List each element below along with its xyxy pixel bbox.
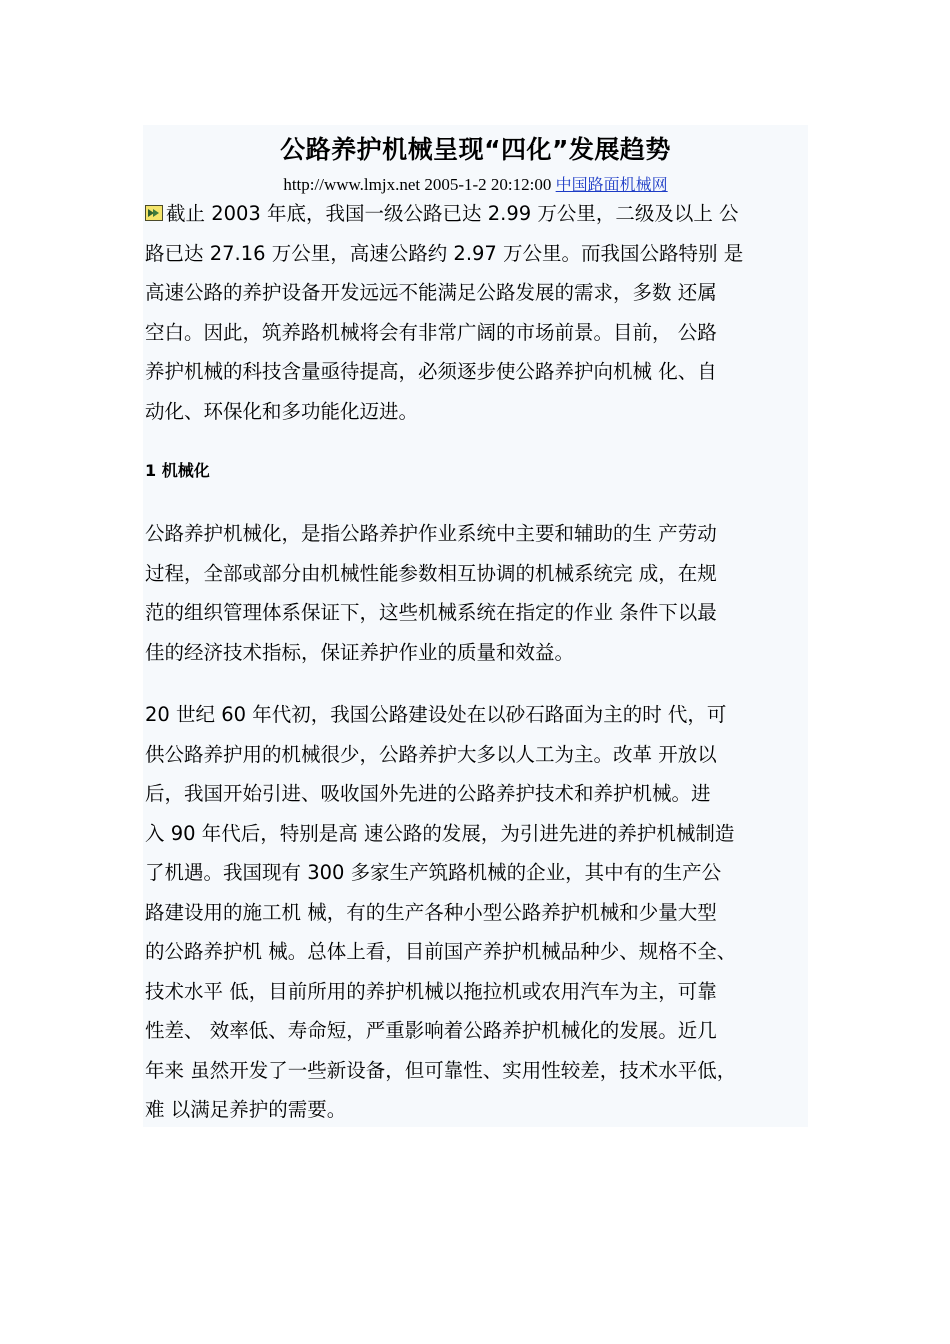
- intro-line-1: 截止 2003 年底，我国一级公路已达 2.99 万公里，二级及以上 公: [145, 194, 810, 234]
- para1-line-1: 公路养护机械化，是指公路养护作业系统中主要和辅助的生 产劳动: [145, 522, 717, 545]
- para2-line-5: 了机遇。我国现有 300 多家生产筑路机械的企业，其中有的生产公: [145, 861, 722, 884]
- para2-line-7: 的公路养护机 械。总体上看，目前国产养护机械品种少、规格不全、: [145, 940, 737, 963]
- para2-line-9: 性差、 效率低、寿命短，严重影响着公路养护机械化的发展。近几: [145, 1019, 717, 1042]
- para1-line-2: 过程，全部或部分由机械性能参数相互协调的机械系统完 成，在规: [145, 561, 717, 585]
- mechanization-paragraph-2: [145, 695, 810, 1130]
- para2-line-8: 技术水平 低，目前所用的养护机械以拖拉机或农用汽车为主，可靠: [145, 979, 717, 1003]
- intro-line-2: 路已达 27.16 万公里，高速公路约 2.97 万公里。而我国公路特别 是: [145, 241, 744, 265]
- intro-line-3: 高速公路的养护设备开发远远不能满足公路发展的需求，多数 还属: [145, 281, 717, 304]
- intro-line-6: 动化、环保化和多功能化迈进。: [145, 399, 419, 423]
- article-container: [143, 125, 808, 1127]
- arrow-bullet-icon: [145, 205, 163, 221]
- article-meta: [143, 174, 808, 196]
- intro-paragraph: [145, 194, 810, 431]
- article-title: 公路养护机械呈现“四化”发展趋势: [280, 135, 671, 164]
- intro-line-4: 空白。因此，筑养路机械将会有非常广阔的市场前景。目前， 公路: [145, 320, 717, 344]
- mechanization-paragraph-1: [145, 514, 810, 672]
- para2-line-1: 20 世纪 60 年代初，我国公路建设处在以砂石路面为主的时 代，可: [145, 703, 727, 726]
- para1-line-4: 佳的经济技术指标，保证养护作业的质量和效益。: [145, 640, 575, 664]
- para2-line-4: 入 90 年代后，特别是高 速公路的发展，为引进先进的养护机械制造: [145, 821, 735, 845]
- para1-line-3: 范的组织管理体系保证下，这些机械系统在指定的作业 条件下以最: [145, 601, 717, 624]
- publish-datetime: 2005-1-2 20:12:00: [424, 175, 552, 194]
- intro-line-5: 养护机械的科技含量亟待提高，必须逐步使公路养护向机械 化、自: [145, 360, 717, 383]
- site-link[interactable]: 中国路面机械网: [555, 175, 668, 194]
- para2-line-2: 供公路养护用的机械很少，公路养护大多以人工为主。改革 开放以: [145, 742, 717, 766]
- source-url: http://www.lmjx.net: [283, 175, 421, 194]
- section-heading: 1 机械化: [145, 461, 210, 480]
- para2-line-11: 难 以满足养护的需要。: [145, 1098, 347, 1121]
- para2-line-6: 路建设用的施工机 械，有的生产各种小型公路养护机械和少量大型: [145, 900, 717, 924]
- para2-line-10: 年来 虽然开发了一些新设备，但可靠性、实用性较差，技术水平低，: [145, 1058, 737, 1082]
- para2-line-3: 后，我国开始引进、吸收国外先进的公路养护技术和养护机械。进: [145, 782, 711, 805]
